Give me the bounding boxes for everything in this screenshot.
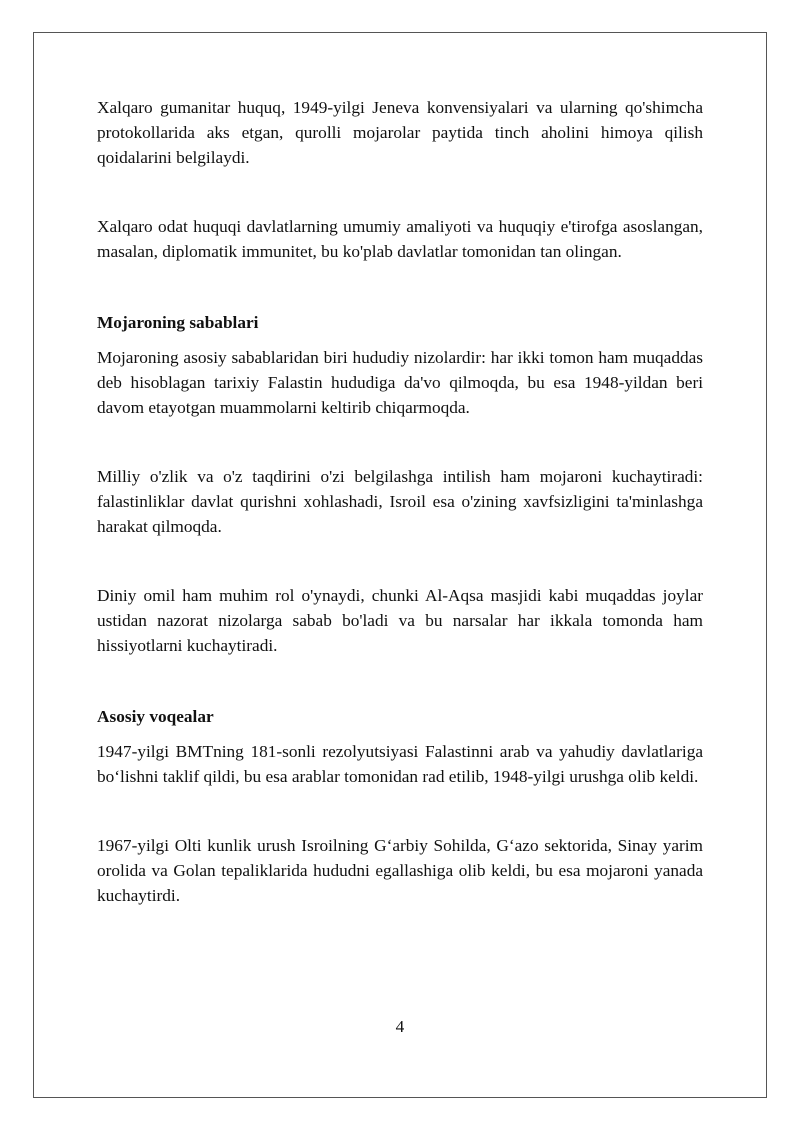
paragraph-un-resolution-181: 1947-yilgi BMTning 181-sonli rezolyutsiyasi Falastinni arab va yahudiy davlatlariga bo‘lishni taklif qildi, bu esa arablar tomonidan rad etilib, 1948-yilgi urushga olib keldi. — [97, 742, 703, 786]
paragraph-customary-law: Xalqaro odat huquqi davlatlarning umumiy amaliyoti va huquqiy e'tirofga asoslangan, masalan, diplomatik immunitet, bu ko'plab davlatlar tomonidan tan olingan. — [97, 217, 703, 261]
heading-causes: Mojaroning sabablari — [97, 313, 259, 332]
paragraph-six-day-war: 1967-yilgi Olti kunlik urush Isroilning G‘arbiy Sohilda, G‘azo sektorida, Sinay yarim orolida va Golan tepaliklarida hududni egallashiga olib keldi, bu esa mojaroni yanada kuchaytirdi. — [97, 836, 703, 905]
paragraph-religious-factor: Diniy omil ham muhim rol o'ynaydi, chunki Al-Aqsa masjidi kabi muqaddas joylar ustidan nazorat nizolarga sabab bo'ladi va bu narsalar har ikkala tomonda ham hissiyotlarni kuchaytiradi. — [97, 586, 703, 655]
page-content — [97, 95, 703, 908]
paragraph-national-identity: Milliy o'zlik va o'z taqdirini o'zi belgilashga intilish ham mojaroni kuchaytiradi: falastinliklar davlat qurishni xohlashadi, Isroil esa o'zining xavfsizligini ta'minlashga harakat qilmoqda. — [97, 467, 703, 536]
page-number: 4 — [395, 1017, 405, 1036]
heading-main-events: Asosiy voqealar — [97, 707, 214, 726]
paragraph-humanitarian-law: Xalqaro gumanitar huquq, 1949-yilgi Jeneva konvensiyalari va ularning qo'shimcha protokollarida aks etgan, qurolli mojarolar paytida tinch aholini himoya qilish qoidalarini belgilaydi. — [97, 98, 703, 167]
paragraph-territorial-disputes: Mojaroning asosiy sabablaridan biri hududiy nizolardir: har ikki tomon ham muqaddas deb hisoblagan tarixiy Falastin hududiga da'vo qilmoqda, bu esa 1948-yildan beri davom etayotgan muammolarni keltirib chiqarmoqda. — [97, 348, 703, 417]
